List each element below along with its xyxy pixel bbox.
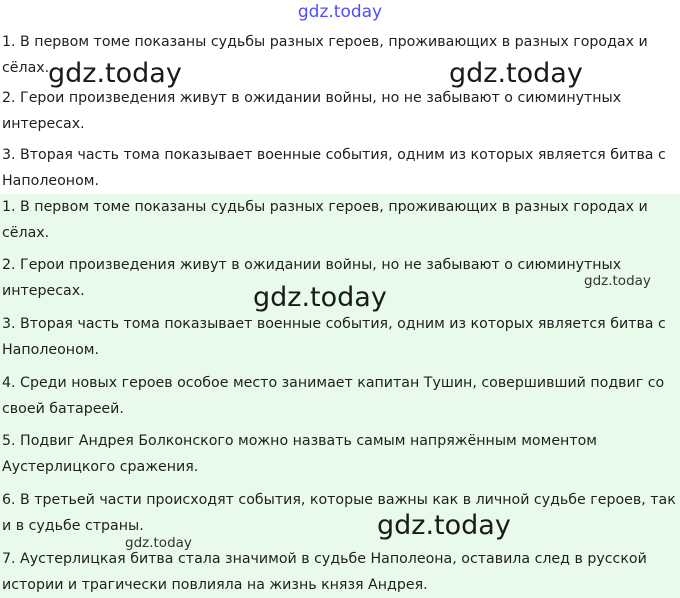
- list-item: [2, 546, 674, 598]
- list-item: [2, 85, 674, 137]
- list-item-line: Наполеоном.: [2, 342, 99, 358]
- list-item-line: 1. В первом томе показаны судьбы разных героев, проживающих в разных городах и: [2, 199, 648, 215]
- list-item-line: Аустерлицкого сражения.: [2, 459, 199, 475]
- list-item-line: интересах.: [2, 116, 85, 132]
- watermark: gdz.today: [584, 273, 651, 289]
- list-item-line: 4. Среди новых героев особое место занимает капитан Тушин, совершивший подвиг со: [2, 375, 665, 391]
- list-item: [2, 29, 674, 81]
- list-item-line: 7. Аустерлицкая битва стала значимой в судьбе Наполеона, оставила след в русской: [2, 551, 647, 567]
- watermark: gdz.today: [449, 58, 583, 89]
- list-item-line: интересах.: [2, 283, 85, 299]
- list-item-line: 2. Герои произведения живут в ожидании войны, но не забывают о сиюминутных: [2, 257, 622, 273]
- answer-block-highlighted: [0, 194, 680, 598]
- list-item-line: своей батареей.: [2, 401, 124, 417]
- list-item-line: 6. В третьей части происходят события, которые важны как в личной судьбе героев, так: [2, 492, 676, 508]
- list-item-line: 3. Вторая часть тома показывает военные события, одним из которых является битва с: [2, 316, 666, 332]
- list-item: [2, 370, 674, 422]
- list-item-line: сёлах.: [2, 225, 50, 241]
- watermark: gdz.today: [48, 58, 182, 89]
- list-item-line: 5. Подвиг Андрея Болконского можно назвать самым напряжённым моментом: [2, 433, 597, 449]
- list-item-line: 3. Вторая часть тома показывает военные события, одним из которых является битва с: [2, 147, 666, 163]
- list-item: [2, 194, 674, 246]
- list-item: [2, 311, 674, 363]
- list-item-line: 1. В первом томе показаны судьбы разных героев, проживающих в разных городах и: [2, 34, 648, 50]
- list-item: [2, 428, 674, 480]
- list-item-line: сёлах.: [2, 60, 50, 76]
- site-logo[interactable]: gdz.today: [297, 2, 383, 22]
- list-item-line: Наполеоном.: [2, 173, 99, 189]
- list-item: [2, 487, 674, 539]
- answer-block-plain: [0, 28, 680, 194]
- watermark: gdz.today: [377, 510, 511, 541]
- list-item-line: и в судьбе страны.: [2, 518, 144, 534]
- watermark: gdz.today: [125, 535, 192, 551]
- watermark: gdz.today: [253, 282, 387, 313]
- list-item-line: истории и трагически повлияла на жизнь князя Андрея.: [2, 577, 428, 593]
- list-item: [2, 252, 674, 304]
- list-item-line: 2. Герои произведения живут в ожидании войны, но не забывают о сиюминутных: [2, 90, 622, 106]
- list-item: [2, 142, 674, 194]
